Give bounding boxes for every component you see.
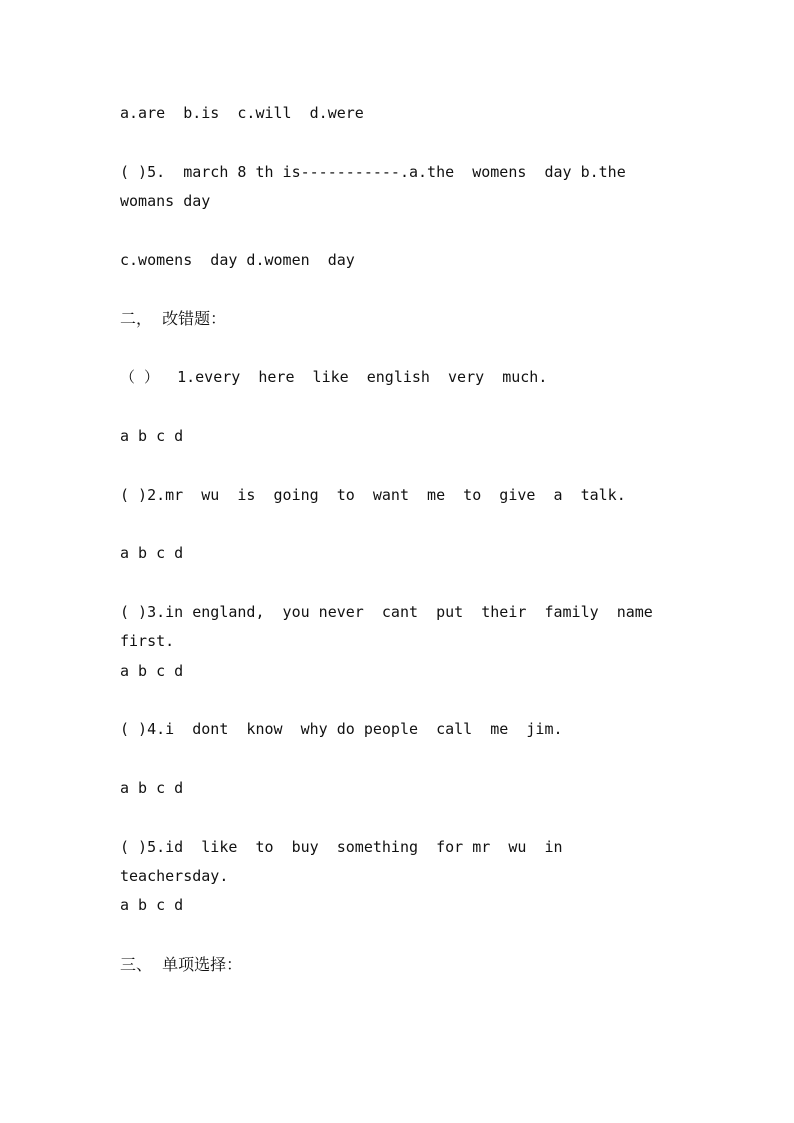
question-5-options: c.womens day d.women day: [120, 251, 355, 269]
error-question-3: ( )3.in england, you never cant put their family name first.: [120, 603, 671, 650]
error-question-4-options: a b c d: [120, 779, 184, 797]
section-3-heading: 三、 单项选择：: [120, 955, 243, 974]
section-2-heading: 二， 改错题：: [120, 309, 227, 328]
error-question-3-options: a b c d: [120, 662, 184, 680]
question-4-options: a.are b.is c.will d.were: [120, 104, 364, 122]
error-question-1-options: a b c d: [120, 427, 184, 445]
error-question-1: （ ） 1.every here like english very much.: [120, 368, 548, 386]
question-5-stem: ( )5. march 8 th is-----------.a.the womens day b.the womans day: [120, 163, 644, 210]
error-question-2: ( )2.mr wu is going to want me to give a talk.: [120, 486, 626, 504]
error-question-4: ( )4.i dont know why do people call me jim.: [120, 720, 563, 738]
error-question-5: ( )5.id like to buy something for mr wu in teachersday.: [120, 838, 581, 885]
error-question-2-options: a b c d: [120, 544, 184, 562]
error-question-5-options: a b c d: [120, 896, 184, 914]
